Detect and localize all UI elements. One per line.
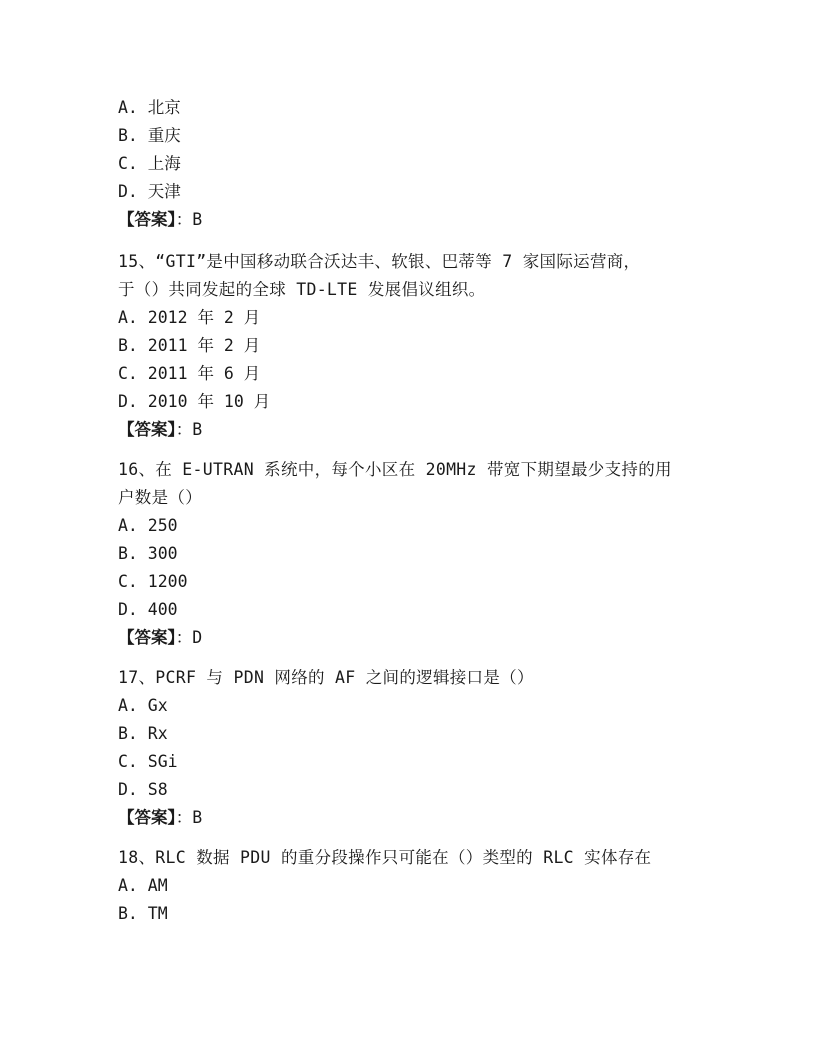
q17-option-d: D. S8 — [118, 780, 168, 799]
q16-question-line2: 户数是（） — [118, 488, 202, 507]
q15-option-b: B. 2011 年 2 月 — [118, 336, 261, 355]
answer-value: ：B — [175, 210, 203, 229]
q16-option-a: A. 250 — [118, 516, 178, 535]
q14-option-d: D. 天津 — [118, 182, 181, 201]
q14-option-c: C. 上海 — [118, 154, 181, 173]
q17-option-b: B. Rx — [118, 724, 168, 743]
answer-value: ：B — [175, 420, 203, 439]
q16-question-line1: 16、在 E-UTRAN 系统中，每个小区在 20MHz 带宽下期望最少支持的用 — [118, 460, 672, 479]
answer-value: ：B — [175, 808, 203, 827]
answer-label: 【答案】 — [118, 808, 176, 827]
q15-option-d: D. 2010 年 10 月 — [118, 392, 271, 411]
q17-option-c: C. SGi — [118, 752, 178, 771]
q15-answer — [118, 420, 202, 440]
q16-option-b: B. 300 — [118, 544, 178, 563]
q15-option-a: A. 2012 年 2 月 — [118, 308, 261, 327]
answer-label: 【答案】 — [118, 420, 176, 439]
answer-label: 【答案】 — [118, 210, 176, 229]
q14-option-b: B. 重庆 — [118, 126, 181, 145]
q16-option-d: D. 400 — [118, 600, 178, 619]
q14-answer — [118, 210, 202, 230]
answer-label: 【答案】 — [118, 628, 176, 647]
q18-option-a: A. AM — [118, 876, 168, 895]
q16-option-c: C. 1200 — [118, 572, 188, 591]
q18-question-line1: 18、RLC 数据 PDU 的重分段操作只可能在（）类型的 RLC 实体存在 — [118, 848, 652, 867]
q15-question-line1: 15、“GTI”是中国移动联合沃达丰、软银、巴蒂等 7 家国际运营商， — [118, 252, 641, 271]
q15-option-c: C. 2011 年 6 月 — [118, 364, 261, 383]
q17-question-line1: 17、PCRF 与 PDN 网络的 AF 之间的逻辑接口是（） — [118, 668, 534, 687]
q14-option-a: A. 北京 — [118, 98, 181, 117]
answer-value: ：D — [175, 628, 203, 647]
q17-option-a: A. Gx — [118, 696, 168, 715]
q15-question-line2: 于（）共同发起的全球 TD-LTE 发展倡议组织。 — [118, 280, 486, 299]
q17-answer — [118, 808, 202, 828]
q16-answer — [118, 628, 202, 648]
q18-option-b: B. TM — [118, 904, 168, 923]
